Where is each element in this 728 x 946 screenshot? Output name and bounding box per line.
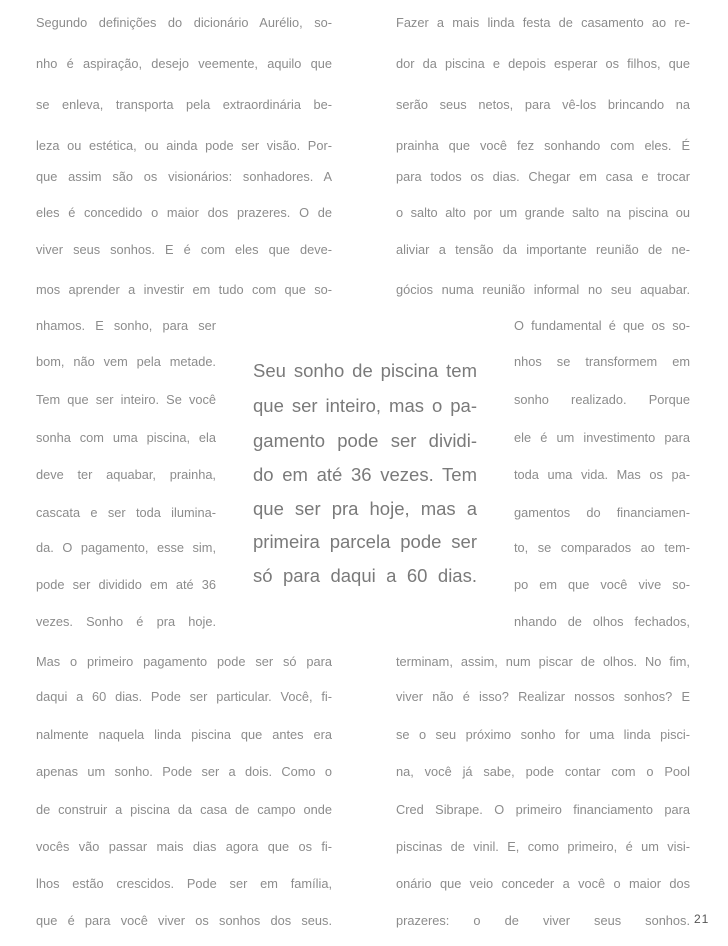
right-column-line: prainha que você fez sonhando com eles. É: [396, 138, 690, 153]
pull-quote-line: do em até 36 vezes. Tem: [253, 464, 477, 485]
right-column-line: viver não é isso? Realizar nossos sonhos? E: [396, 689, 690, 704]
right-column-line: serão seus netos, para vê-los brincando na: [396, 97, 690, 112]
left-column-line: que é para você viver os sonhos dos seus.: [36, 913, 332, 928]
right-column-line: terminam, assim, num piscar de olhos. No fim,: [396, 654, 690, 669]
left-column-line: nho é aspiração, desejo veemente, aquilo que: [36, 56, 332, 71]
right-column-line: onário que veio conceder a você o maior dos: [396, 876, 690, 891]
pull-quote-line: gamento pode ser dividi-: [253, 430, 477, 451]
left-column-line: apenas um sonho. Pode ser a dois. Como o: [36, 764, 332, 779]
right-narrow-line: O fundamental é que os so-: [514, 318, 690, 333]
right-narrow-line: gamentos do financiamen-: [514, 505, 690, 520]
left-column-line: vocês vão passar mais dias agora que os fi-: [36, 839, 332, 854]
pull-quote-line: primeira parcela pode ser: [253, 531, 477, 552]
pull-quote-line: que ser pra hoje, mas a: [253, 498, 477, 519]
left-column-line: Mas o primeiro pagamento pode ser só para: [36, 654, 332, 669]
pull-quote-line: só para daqui a 60 dias.: [253, 565, 477, 586]
left-narrow-line: nhamos. E sonho, para ser: [36, 318, 216, 333]
left-column-line: Segundo definições do dicionário Aurélio, so-: [36, 15, 332, 30]
right-narrow-line: po em que você vive so-: [514, 577, 690, 592]
left-narrow-line: sonha com uma piscina, ela: [36, 430, 216, 445]
left-column-line: de construir a piscina da casa de campo onde: [36, 802, 332, 817]
right-column-line: Cred Sibrape. O primeiro financiamento para: [396, 802, 690, 817]
left-column-line: lhos estão crescidos. Pode ser em família,: [36, 876, 332, 891]
right-narrow-line: nhos se transformem em: [514, 354, 690, 369]
left-narrow-line: da. O pagamento, esse sim,: [36, 540, 216, 555]
right-column-line: aliviar a tensão da importante reunião de ne-: [396, 242, 690, 257]
left-column-line: que assim são os visionários: sonhadores. A: [36, 169, 332, 184]
left-column-line: se enleva, transporta pela extraordinária be-: [36, 97, 332, 112]
left-column-line: mos aprender a investir em tudo com que so-: [36, 282, 332, 297]
right-column-line: piscinas de vinil. E, como primeiro, é um visi-: [396, 839, 690, 854]
right-column-line: dor da piscina e depois esperar os filhos, que: [396, 56, 690, 71]
left-column-line: nalmente naquela linda piscina que antes era: [36, 727, 332, 742]
right-column-line: na, você já sabe, pode contar com o Pool: [396, 764, 690, 779]
right-column-line: o salto alto por um grande salto na piscina ou: [396, 205, 690, 220]
left-column-line: viver seus sonhos. E é com eles que deve-: [36, 242, 332, 257]
right-column-line: para todos os dias. Chegar em casa e trocar: [396, 169, 690, 184]
left-narrow-line: vezes. Sonho é pra hoje.: [36, 614, 216, 629]
right-narrow-line: sonho realizado. Porque: [514, 392, 690, 407]
left-narrow-line: pode ser dividido em até 36: [36, 577, 216, 592]
right-column-line: se o seu próximo sonho for uma linda pisci-: [396, 727, 690, 742]
right-narrow-line: to, se comparados ao tem-: [514, 540, 690, 555]
left-narrow-line: Tem que ser inteiro. Se você: [36, 392, 216, 407]
right-narrow-line: ele é um investimento para: [514, 430, 690, 445]
right-column-line: Fazer a mais linda festa de casamento ao re-: [396, 15, 690, 30]
left-narrow-line: cascata e ser toda ilumina-: [36, 505, 216, 520]
left-column-line: leza ou estética, ou ainda pode ser visão. Por-: [36, 138, 332, 153]
pull-quote-line: Seu sonho de piscina tem: [253, 360, 477, 381]
left-narrow-line: deve ter aquabar, prainha,: [36, 467, 216, 482]
right-column-line: prazeres: o de viver seus sonhos.: [396, 913, 690, 928]
pull-quote-line: que ser inteiro, mas o pa-: [253, 395, 477, 416]
right-column-line: gócios numa reunião informal no seu aquabar.: [396, 282, 690, 297]
left-column-line: eles é concedido o maior dos prazeres. O de: [36, 205, 332, 220]
right-narrow-line: nhando de olhos fechados,: [514, 614, 690, 629]
right-narrow-line: toda uma vida. Mas os pa-: [514, 467, 690, 482]
left-narrow-line: bom, não vem pela metade.: [36, 354, 216, 369]
page-number: 21: [694, 912, 710, 926]
left-column-line: daqui a 60 dias. Pode ser particular. Você, fi-: [36, 689, 332, 704]
